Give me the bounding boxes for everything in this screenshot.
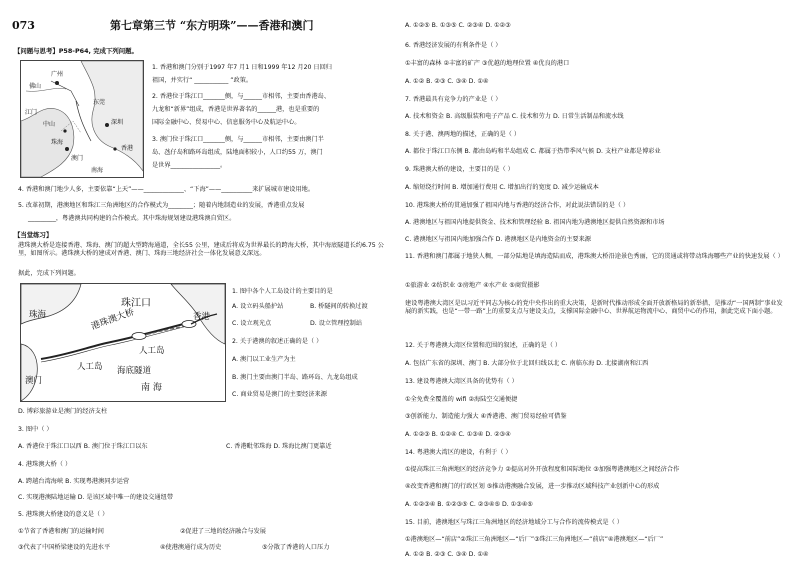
right-column — [397, 0, 794, 561]
map-question-1-option-b: B. 桥隧间的转换过渡 — [310, 303, 368, 310]
question-5-item-1: ①节省了香港和澳门的运输时间 — [18, 528, 104, 535]
question-5-item-5: ⑤分散了香港的人口压力 — [262, 544, 330, 551]
map-label-hongkong: 香港 — [121, 145, 134, 152]
question-2-line-2: 九龙和“新界”组成，香港是世界著名的______港，也是重要的 — [152, 106, 320, 113]
instruction-complete-questions: 据此，完成下列问题。 — [18, 270, 80, 277]
question-3-line-1: 3. 澳门位于珠江口_______侧，与______市相邻，主要由澳门半 — [152, 136, 324, 143]
question-4: 4. 香港和澳门地少人多，主要依靠“上天”——_____________、“下海”——__________来扩展城市建设用地。 — [18, 186, 315, 193]
question-7-stem: 7. 香港最具有竞争力的产业是（ ） — [405, 96, 502, 103]
question-15-items: ①港澳地区—“前店”②珠江三角洲地区—“后厂”③珠江三角洲地区—“前店”④港澳地区—“后厂” — [405, 536, 664, 543]
section-heading-practice: 【当堂练习】 — [14, 231, 53, 239]
question-5-line-1: 5. 改革初期，港澳地区和珠江三角洲地区的合作模式为________；随着内地制造业的发展，香港重点发展 — [18, 202, 305, 209]
question-15-stem: 15. 目前，港澳地区与珠江三角洲地区的经济地域分工与合作的流传模式是（ ） — [405, 519, 623, 526]
map-question-2-option-d: D. 博彩旅游业是澳门的经济支柱 — [18, 408, 108, 415]
map-question-2-option-b: B. 澳门主要由澳门半岛、路环岛、九龙岛组成 — [232, 374, 358, 381]
question-9-stem: 9. 珠港澳大桥的建设，主要目的是（ ） — [405, 166, 514, 173]
map-question-1-option-d: D. 设立管理控制站 — [310, 320, 363, 327]
map-question-2-option-c: C. 商业贸易是澳门的主要经济来源 — [232, 391, 327, 398]
question-7-options: A. 技术和资金 B. 高级服装和电子产品 C. 技术和劳力 D. 日常生活制品和流水线 — [405, 113, 624, 120]
question-9-options: A. 缩短绕行时间 B. 增加通行费用 C. 增加出行的宽度 D. 减少运输成本 — [405, 184, 599, 191]
question-13-options: A. ①②③ B. ①②④ C. ①③④ D. ②③④ — [405, 431, 511, 438]
question-4-options-ab: A. 跨越台湾海峡 B. 实现粤港澳同步运营 — [18, 478, 130, 485]
map-label-foshan: 佛山 — [29, 83, 42, 90]
map2-label-artificial-island-east: 人工岛 — [139, 346, 165, 356]
question-3-options-cd: C. 香港毗邻珠海 D. 珠海比澳门更靠近 — [226, 443, 332, 450]
map-label-jiangmen: 江门 — [25, 109, 38, 116]
map2-label-hzm-bridge: 港珠澳大桥 — [90, 307, 136, 333]
question-5-item-4: ④使港澳通行成为历史 — [160, 544, 222, 551]
map-question-1-option-a: A. 设立码头船护站 — [232, 303, 284, 310]
map-label-south-sea: 南海 — [91, 167, 104, 174]
map2-label-zhuhai: 珠海 — [29, 310, 47, 320]
map-question-2: 2. 关于港澳的叙述正确的是（ ） — [232, 338, 323, 345]
question-11-items: ①旅游业 ②纺织业 ③房地产 ④水产业 ⑤商贸摄影 — [405, 282, 540, 289]
bridge-intro-paragraph: 港珠澳大桥是连接香港、珠海、澳门的超大型跨海通道，全长55 公里，建成后将成为世界最长的跨海大桥，其中海底隧道长约6.75 公里，如图所示。港珠澳大桥的建成对香港、澳门、珠海三地经济社会一体化发展意义深远。 — [18, 242, 384, 257]
question-3-options-ab: A. 香港位于珠江口以西 B. 澳门位于珠江口以东 — [18, 443, 148, 450]
map-question-1: 1. 图中各个人工岛设计的主要目的是 — [232, 288, 333, 295]
map2-label-south-sea: 南 海 — [141, 383, 162, 393]
question-14-items-4-5: ④改变香港和澳门的行政区划 ⑤推动港澳融合发展，进一步推动区域科技产业创新中心的形成 — [405, 483, 660, 490]
question-3-stem: 3. 图中（ ） — [18, 426, 53, 433]
question-6-stem: 6. 香港经济发展的有利条件是（ ） — [405, 42, 502, 49]
greater-bay-area-paragraph: 建设粤港澳大湾区是以习近平同志为核心的党中央作出的重大决策，是新时代推动形成全面开放新格局的新举措，是推动“一国两制”事业发展的新实践，也是“一带一路”上的重要支点与建设支点，支撑国际金融中心、世界航运物流中心、商贸中心的作用，据此完成下面小题。 — [405, 300, 783, 315]
question-10-options-cd: C. 港澳地区与祖国内地加强合作 D. 港澳地区是内地资金的主要来源 — [405, 236, 591, 243]
question-1-line-2: 祖国，并实行“ ___________ ”政策。 — [152, 77, 253, 84]
question-3-line-3: 是世界________________。 — [152, 162, 227, 169]
question-8-options: A. 都位于珠江口东侧 B. 都由岛屿和半岛组成 C. 都属于热带季风气候 D. 支柱产业都是博彩业 — [405, 148, 661, 155]
hzmb-bridge-map — [20, 283, 226, 402]
question-13-items-1-2: ①全免费全覆盖的 wifi ②海陆空交通便捷 — [405, 396, 518, 403]
map-question-1-option-c: C. 设立观光点 — [232, 320, 272, 327]
question-2-line-1: 2. 香港位于珠江口_______侧，与______市相邻，主要由香港岛、 — [152, 93, 331, 100]
map-label-zhongshan: 中山 — [43, 121, 56, 128]
question-6-items: ①丰富的森林 ②丰富的矿产 ③优越的地理位置 ④优良的港口 — [405, 60, 570, 67]
map-label-macao: 澳门 — [71, 155, 84, 162]
map-label-guangzhou: 广州 — [51, 71, 64, 78]
map2-label-macao: 澳门 — [25, 376, 43, 386]
question-2-line-3: 国际金融中心、贸易中心、信息服务中心及航运中心。 — [152, 119, 301, 126]
pearl-river-delta-map — [20, 60, 144, 178]
map-question-2-option-a: A. 澳门以工业生产为主 — [232, 356, 296, 363]
question-6-options: A. ①② B. ②③ C. ③④ D. ①④ — [405, 78, 489, 85]
question-13-items-3-4: ③创新能力、制造能力强大 ④香港港、澳门贸易经验可借鉴 — [405, 413, 567, 420]
question-4-options-cd: C. 实现港澳陆地运输 D. 是该区域中唯一的建设交通纽带 — [18, 494, 174, 501]
map-label-shenzhen: 深圳 — [111, 119, 124, 126]
q5-answer-options: A. ①②⑤ B. ①③⑤ C. ②③④ D. ①②③ — [405, 22, 511, 29]
map2-label-undersea-tunnel: 海底隧道 — [117, 366, 152, 376]
question-5-stem: 5. 港珠澳大桥建设的意义是（ ） — [18, 511, 109, 518]
question-8-stem: 8. 关于港、澳两地的描述，正确的是（ ） — [405, 131, 521, 138]
map2-label-artificial-island-west: 人工岛 — [77, 362, 103, 372]
map2-label-hongkong: 香港 — [193, 312, 211, 322]
question-15-options: A. ①② B. ②③ C. ③④ D. ①④ — [405, 551, 489, 558]
section-heading-questions: 【问题与思考】P58-P64, 完成下列问题。 — [14, 47, 138, 55]
question-11-stem: 11. 香港和澳门都属于地狭人稠，一部分陆地是填海造陆而成，港珠澳大桥沿途景色秀丽，它的贯通或将带动珠海哪些产业的快速发展（ ） — [405, 253, 784, 260]
question-14-options: A. ①②③④ B. ①②③⑤ C. ②③④⑤ D. ①③④⑤ — [405, 501, 533, 508]
question-14-stem: 14. 粤港澳大湾区的建设，有利于（ ） — [405, 449, 512, 456]
question-5-item-2: ②促进了三地的经济融合与发展 — [180, 528, 266, 535]
question-3-line-2: 岛、氹仔岛和路环岛组成，陆地面积较小，人口约55 万，澳门 — [152, 149, 323, 156]
question-13-stem: 13. 建设粤港澳大湾区具备的优势有（ ） — [405, 378, 518, 385]
worksheet-number: 073 — [12, 19, 35, 32]
question-10-stem: 10. 港珠澳大桥的贯通加强了祖国内地与香港的经济合作，对此说法错误的是（ ） — [405, 202, 630, 209]
map2-label-pearl-river-estuary: 珠江口 — [121, 298, 151, 309]
page-title: 第七章第三节 “东方明珠”——香港和澳门 — [110, 19, 314, 32]
question-1-line-1: 1. 香港和澳门分别于1997 年7 月1 日和1999 年12 月20 日回归 — [152, 64, 332, 71]
question-4-stem: 4. 港珠澳大桥（ ） — [18, 461, 72, 468]
question-10-options-ab: A. 港澳地区与祖国内地提供资金、技术和管理经验 B. 祖国内地为港澳地区提供自然资源和市场 — [405, 219, 665, 226]
map-label-zhuhai: 珠海 — [51, 139, 64, 146]
question-12-options: A. 包括广东省的深圳、澳门 B. 大部分位于北回归线以北 C. 南临东海 D. 北接湖南和江西 — [405, 360, 649, 367]
map-label-dongguan: 东莞 — [93, 99, 106, 106]
question-5-item-3: ③代表了中国桥梁建设的先进水平 — [18, 544, 111, 551]
question-5-line-2: _________，粤港澳共同构建的合作模式。其中珠海规划建设港珠澳自贸区。 — [28, 215, 236, 222]
question-14-items-1-3: ①提高珠江三角洲地区的经济竞争力 ②提高对外开放程度和国际地位 ③加强粤港澳地区之间经济合作 — [405, 466, 680, 473]
question-12-stem: 12. 关于粤港澳大湾区位置和范围的叙述，正确的是（ ） — [405, 342, 562, 349]
